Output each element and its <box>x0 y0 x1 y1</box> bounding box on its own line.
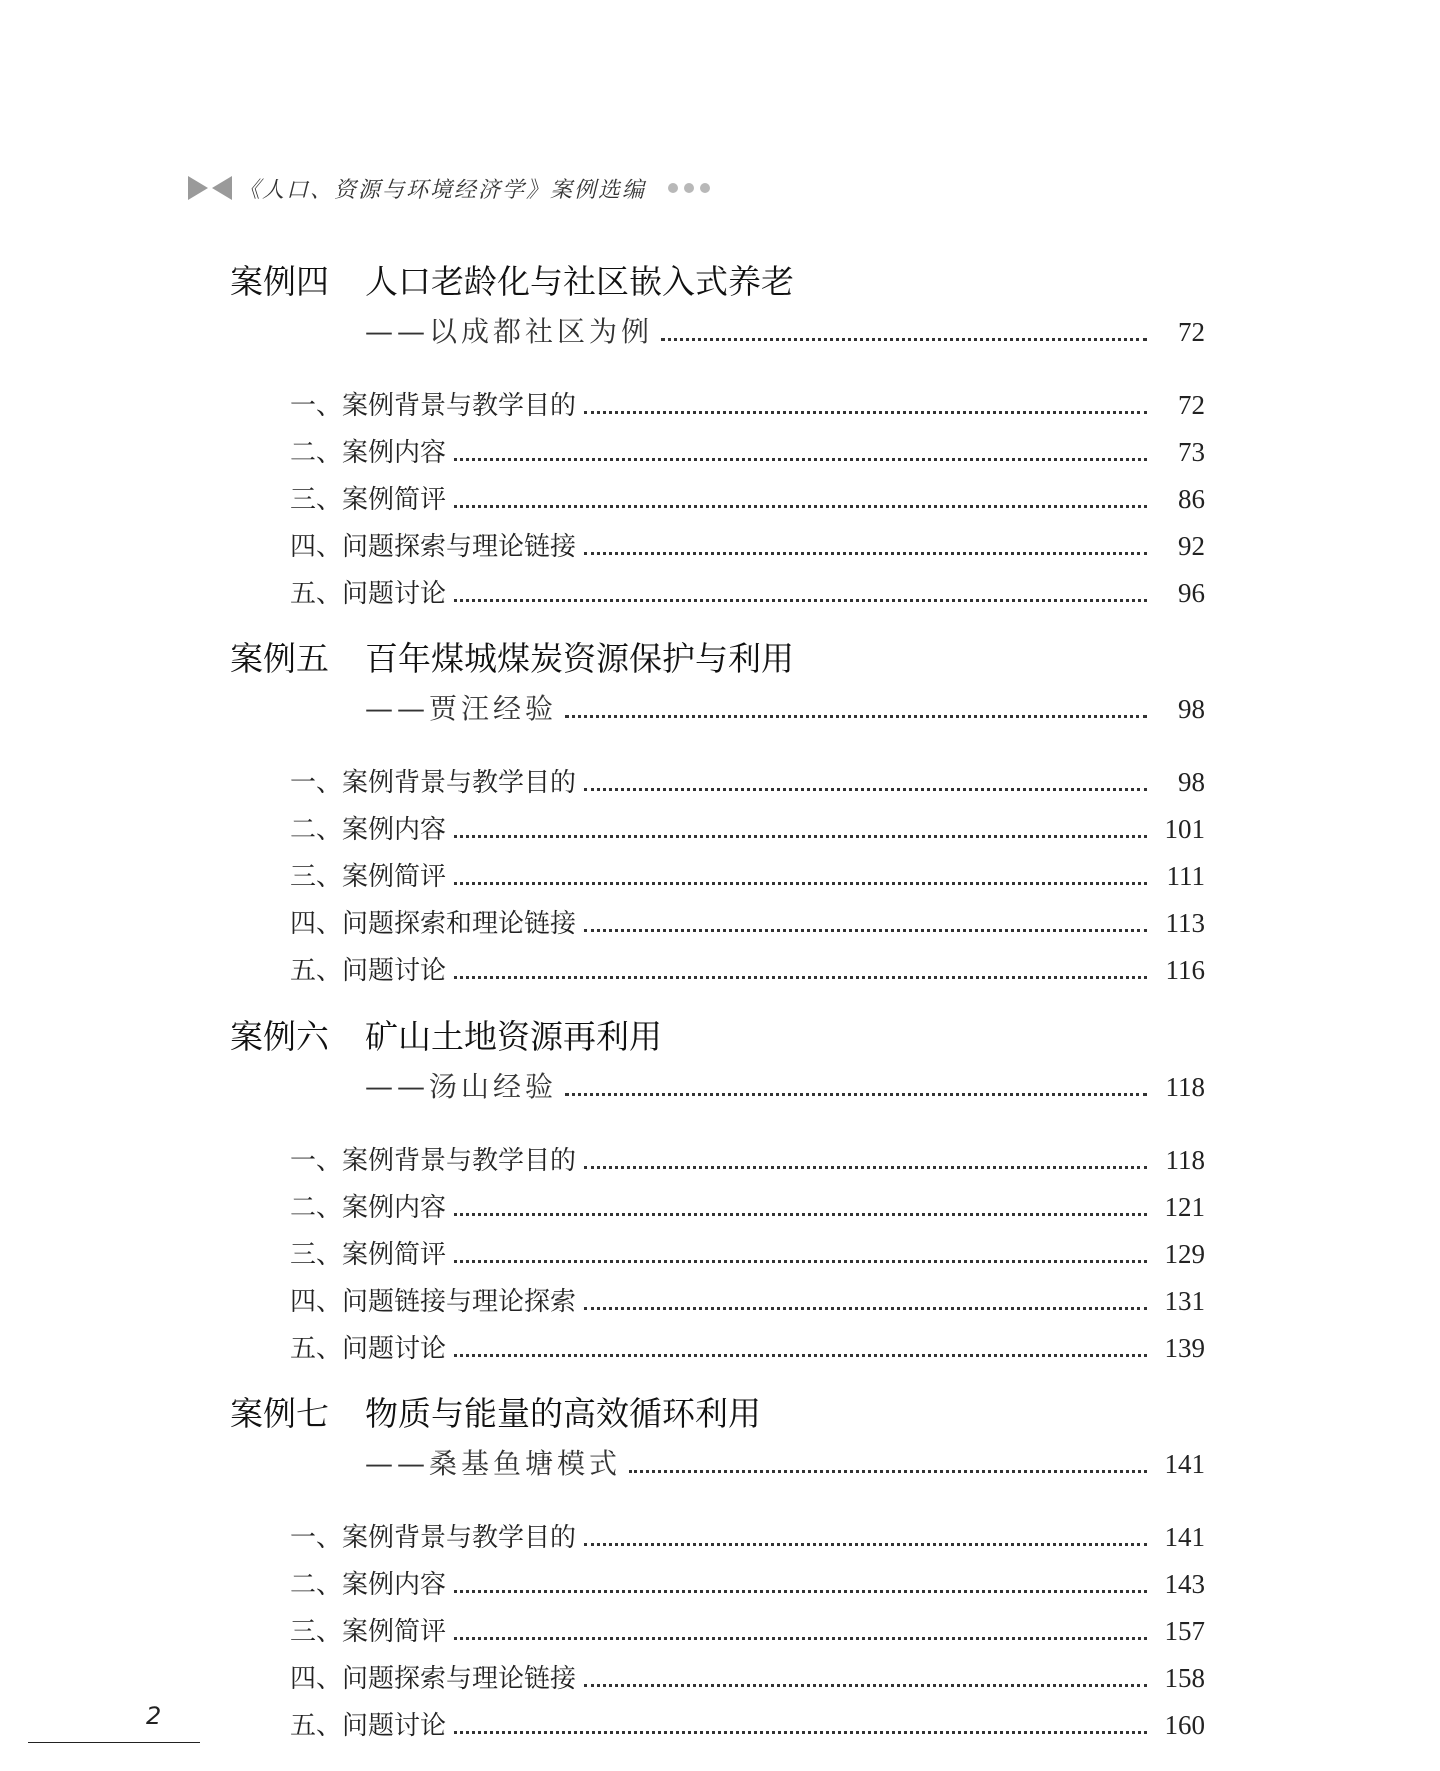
case-title: 人口老龄化与社区嵌入式养老 <box>365 262 794 301</box>
case-subtitle-entry[interactable] <box>365 687 1205 727</box>
page-number: 72 <box>1178 390 1205 420</box>
toc-entry[interactable] <box>290 1658 1205 1695</box>
dot-icon <box>700 183 710 193</box>
entry-label: 二、案例内容 <box>290 1570 447 1600</box>
dot-leader <box>454 458 1147 461</box>
toc-entry[interactable] <box>290 1328 1205 1365</box>
entry-label: 四、问题探索和理论链接 <box>290 909 577 939</box>
case-subtitle-entry[interactable] <box>365 1442 1205 1482</box>
dot-leader <box>584 788 1147 791</box>
dot-leader <box>565 715 1147 718</box>
dot-leader <box>454 835 1147 838</box>
entry-label: 五、问题讨论 <box>290 1334 447 1364</box>
dot-icon <box>684 183 694 193</box>
toc-entry[interactable] <box>290 432 1205 469</box>
dot-leader <box>584 1307 1147 1310</box>
entry-label: 五、问题讨论 <box>290 956 447 986</box>
dot-leader <box>584 1166 1147 1169</box>
toc-entry[interactable] <box>290 1281 1205 1318</box>
toc-entry[interactable] <box>290 1611 1205 1648</box>
dot-leader <box>454 505 1147 508</box>
entry-label: 二、案例内容 <box>290 815 447 845</box>
page-number: 141 <box>1164 1522 1205 1552</box>
toc-entry[interactable] <box>290 526 1205 563</box>
entry-label: 五、问题讨论 <box>290 579 447 609</box>
case-heading[interactable] <box>230 256 794 303</box>
toc-entry[interactable] <box>290 1705 1205 1742</box>
entry-label: 三、案例简评 <box>290 862 447 892</box>
entry-label: 一、案例背景与教学目的 <box>290 1523 577 1553</box>
entry-label: 一、案例背景与教学目的 <box>290 391 577 421</box>
dot-icon <box>668 183 678 193</box>
case-number: 案例四 <box>230 262 329 301</box>
dot-leader <box>661 338 1147 341</box>
entry-label: 四、问题链接与理论探索 <box>290 1287 577 1317</box>
entry-label: 一、案例背景与教学目的 <box>290 1146 577 1176</box>
entry-label: 四、问题探索与理论链接 <box>290 532 577 562</box>
entry-label: 三、案例简评 <box>290 1617 447 1647</box>
case-subtitle: ——贾汪经验 <box>365 692 558 725</box>
dot-leader <box>584 929 1147 932</box>
case-title: 百年煤城煤炭资源保护与利用 <box>365 639 794 678</box>
page-number: 118 <box>1165 1072 1205 1102</box>
toc-entry[interactable] <box>290 856 1205 893</box>
page-number: 96 <box>1178 578 1205 608</box>
page-number: 129 <box>1164 1239 1205 1269</box>
entry-label: 二、案例内容 <box>290 1193 447 1223</box>
case-heading[interactable] <box>230 633 794 680</box>
page-number: 158 <box>1164 1663 1205 1693</box>
page-number: 72 <box>1178 317 1205 347</box>
toc-entry[interactable] <box>290 1517 1205 1554</box>
dot-leader <box>454 976 1147 979</box>
page-number: 73 <box>1178 437 1205 467</box>
dot-leader <box>584 1543 1147 1546</box>
case-subtitle-entry[interactable] <box>365 310 1205 350</box>
dot-leader <box>584 552 1147 555</box>
page-number: 160 <box>1164 1710 1205 1740</box>
page-number: 92 <box>1178 531 1205 561</box>
toc-entry[interactable] <box>290 903 1205 940</box>
toc-entry[interactable] <box>290 950 1205 987</box>
dot-leader <box>629 1470 1147 1473</box>
footer-rule <box>28 1742 200 1743</box>
case-subtitle: ——以成都社区为例 <box>365 315 654 348</box>
entry-label: 二、案例内容 <box>290 438 447 468</box>
case-number: 案例五 <box>230 639 329 678</box>
dot-leader <box>454 1590 1147 1593</box>
toc-entry[interactable] <box>290 809 1205 846</box>
case-number: 案例六 <box>230 1017 329 1056</box>
case-title: 矿山土地资源再利用 <box>365 1017 662 1056</box>
running-header <box>188 172 710 204</box>
entry-label: 五、问题讨论 <box>290 1711 447 1741</box>
case-number: 案例七 <box>230 1394 329 1433</box>
page-number: 98 <box>1178 767 1205 797</box>
page-number: 98 <box>1178 694 1205 724</box>
case-subtitle: ——桑基鱼塘模式 <box>365 1447 622 1480</box>
dot-leader <box>454 1260 1147 1263</box>
dot-leader <box>454 882 1147 885</box>
page-number: 131 <box>1164 1286 1205 1316</box>
toc-entry[interactable] <box>290 1234 1205 1271</box>
page-number: 121 <box>1164 1192 1205 1222</box>
dot-leader <box>454 1731 1147 1734</box>
toc-entry[interactable] <box>290 479 1205 516</box>
toc-entry[interactable] <box>290 762 1205 799</box>
dot-leader <box>584 1684 1147 1687</box>
dot-leader <box>454 1354 1147 1357</box>
entry-label: 一、案例背景与教学目的 <box>290 768 577 798</box>
entry-label: 四、问题探索与理论链接 <box>290 1664 577 1694</box>
case-subtitle: ——汤山经验 <box>365 1070 558 1103</box>
header-dots-ornament <box>668 183 710 193</box>
toc-entry[interactable] <box>290 1187 1205 1224</box>
page-number: 141 <box>1164 1449 1205 1479</box>
book-title: 《人口、资源与环境经济学》案例选编 <box>238 177 647 203</box>
toc-entry[interactable] <box>290 573 1205 610</box>
entry-label: 三、案例简评 <box>290 485 447 515</box>
page-number: 86 <box>1178 484 1205 514</box>
dot-leader <box>454 599 1147 602</box>
dot-leader <box>565 1093 1147 1096</box>
entry-label: 三、案例简评 <box>290 1240 447 1270</box>
toc-entry[interactable] <box>290 1564 1205 1601</box>
page-number: 139 <box>1164 1333 1205 1363</box>
toc-entry[interactable] <box>290 1140 1205 1177</box>
case-subtitle-entry[interactable] <box>365 1065 1205 1105</box>
dot-leader <box>454 1637 1147 1640</box>
page-number: 143 <box>1164 1569 1205 1599</box>
footer-page-number: 2 <box>146 1702 162 1730</box>
dot-leader <box>454 1213 1147 1216</box>
page-number: 157 <box>1164 1616 1205 1646</box>
page-number: 116 <box>1165 955 1205 985</box>
bowtie-ornament-icon <box>188 176 232 200</box>
page-number: 111 <box>1166 861 1205 891</box>
dot-leader <box>584 411 1147 414</box>
case-heading[interactable] <box>230 1388 761 1435</box>
case-title: 物质与能量的高效循环利用 <box>365 1394 761 1433</box>
page-number: 118 <box>1165 1145 1205 1175</box>
page-number: 113 <box>1165 908 1205 938</box>
toc-entry[interactable] <box>290 385 1205 422</box>
page-number: 101 <box>1164 814 1205 844</box>
case-heading[interactable] <box>230 1011 662 1058</box>
